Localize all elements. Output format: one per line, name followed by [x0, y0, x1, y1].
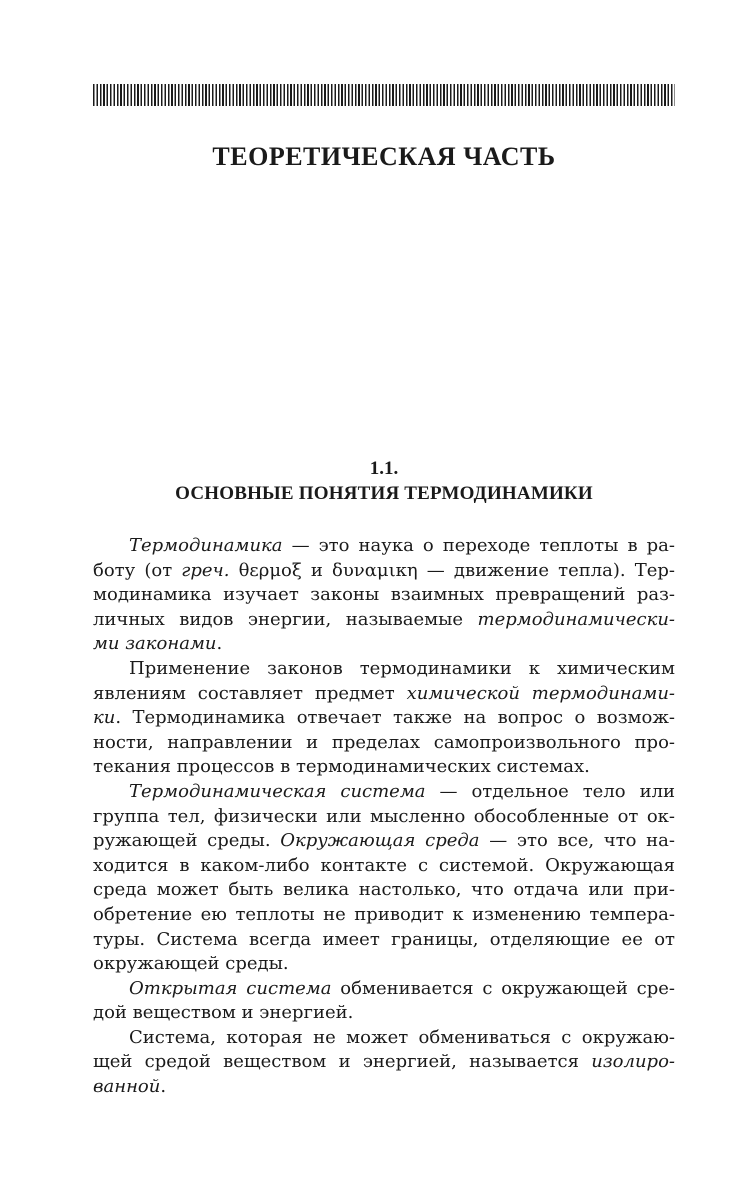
term-environment: Окружающая среда [280, 830, 480, 852]
paragraph-line: модинамика изучает законы взаимных превращений раз- [93, 584, 675, 606]
paragraph-line: Система, которая не может обмениваться с окружаю- [129, 1026, 675, 1048]
term-thermodynamics: Термодинамика [129, 535, 283, 556]
part-title: ТЕОРЕТИЧЕСКАЯ ЧАСТЬ [212, 142, 556, 171]
paragraph-line: щей средой веществом и энергией, называется изолиро- [93, 1051, 675, 1073]
paragraph-line: Открытая система обменивается с окружающей сре- [129, 977, 675, 999]
section-number: 1.1. [369, 458, 399, 479]
paragraph-line: ности, направлении и пределах самопроизвольного про- [93, 731, 675, 753]
decorative-hatched-rule [93, 84, 675, 106]
paragraph-line: окружающей среды. [93, 953, 289, 975]
paragraph-line: ми законами. [93, 633, 223, 655]
paragraph-line: Термодинамика — это наука о переходе теплоты в ра- [129, 535, 675, 556]
paragraph-line: ки. Термодинамика отвечает также на вопрос о возмож- [93, 707, 675, 729]
paragraph-line: среда может быть велика настолько, что отдача или при- [93, 879, 675, 901]
paragraph-line: туры. Система всегда имеет границы, отделяющие ее от [93, 928, 675, 950]
paragraph-line: ванной. [93, 1076, 167, 1098]
paragraph-line: боту (от греч. θερμοξ и δυναμικη — движение тепла). Тер- [93, 559, 676, 581]
paragraph-line: текания процессов в термодинамических системах. [93, 756, 590, 778]
paragraph-line: личных видов энергии, называемые термодинамически- [93, 608, 675, 630]
paragraph-line: обретение ею теплоты не приводит к изменению темпера- [93, 903, 675, 925]
paragraph-line: ружающей среды. Окружающая среда — это все, что на- [93, 830, 675, 852]
body-text [93, 534, 675, 1100]
paragraph-line: Термодинамическая система — отдельное тело или [129, 780, 675, 802]
paragraph-line: явлениям составляет предмет химической термодинами- [93, 682, 675, 704]
paragraph-line: дой веществом и энергией. [93, 1002, 354, 1024]
term-open-system: Открытая система [129, 977, 332, 999]
term-isolated: изолиро- [591, 1051, 675, 1073]
paragraph-line: Применение законов термодинамики к химическим [129, 657, 675, 679]
paragraph-line: ходится в каком-либо контакте с системой. Окружающая [93, 854, 675, 876]
term-thermodynamic-system: Термодинамическая система [129, 780, 426, 802]
section-title: ОСНОВНЫЕ ПОНЯТИЯ ТЕРМОДИНАМИКИ [175, 483, 593, 504]
paragraph-line: группа тел, физически или мысленно обособленные от ок- [93, 805, 675, 827]
